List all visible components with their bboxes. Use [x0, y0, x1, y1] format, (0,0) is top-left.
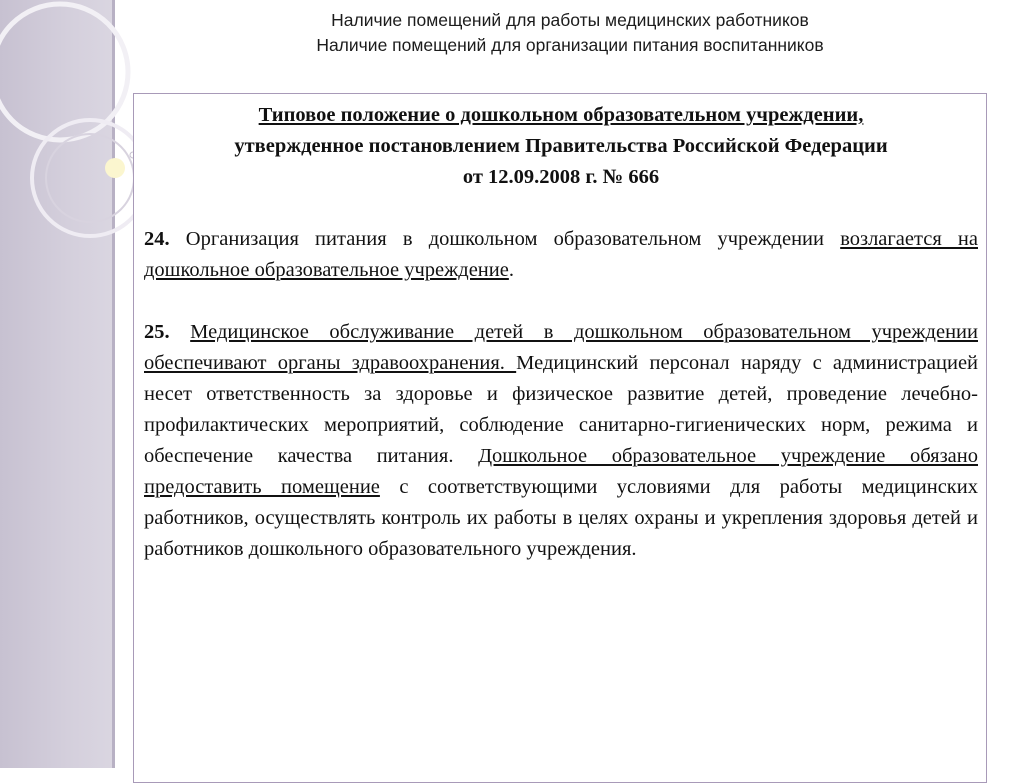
paragraph-24-text: Организация питания в дошкольном образовательном учреждении	[169, 228, 841, 250]
small-ring	[46, 134, 134, 222]
paragraph-25-text-1: Медицинский персонал наряду с администрацией несет ответственность за здоровье и физическое развитие детей, проведение лечебно- профилактических мероприятий, соблюдение санитарно-гигиенических норм, режима и обеспечение качества питания.	[144, 352, 979, 467]
paragraph-24-number: 24.	[144, 228, 170, 250]
paragraph-25-text-2: с соответствующими условиями для работы медицинских работников, осуществлять контроль их работы в целях охраны и укрепления здоровья детей и работников дошкольного образовательного учреждения.	[144, 476, 978, 560]
document-text	[144, 100, 978, 565]
paragraph-24-end: .	[508, 259, 514, 281]
title-line-3: от 12.09.2008 г. № 666	[462, 166, 660, 188]
middle-ring	[32, 120, 148, 236]
paragraph-25-number: 25.	[144, 321, 170, 343]
large-ring	[0, 4, 128, 140]
title-line-2: утвержденное постановлением Правительства Российской Федерации	[234, 135, 888, 157]
header-line-2: Наличие помещений для организации питания воспитанников	[316, 35, 824, 55]
header-line-1: Наличие помещений для работы медицинских работников	[331, 10, 809, 30]
slide-header	[150, 8, 990, 58]
paragraph-25-underlined-1: Медицинское обслуживание детей в дошкольном образовательном учреждении обеспечивают органы здравоохранения.	[144, 321, 978, 374]
glow-dot	[105, 158, 125, 178]
title-line-1: Типовое положение о дошкольном образовательном учреждении,	[258, 104, 864, 126]
document-title	[144, 100, 978, 193]
paragraph-25	[144, 317, 978, 565]
paragraph-25-underlined-2: Дошкольное образовательное учреждение обязано предоставить помещение	[144, 445, 978, 498]
paragraph-24-underlined: возлагается на дошкольное образовательное учреждение	[144, 228, 978, 281]
paragraph-24	[144, 224, 978, 286]
